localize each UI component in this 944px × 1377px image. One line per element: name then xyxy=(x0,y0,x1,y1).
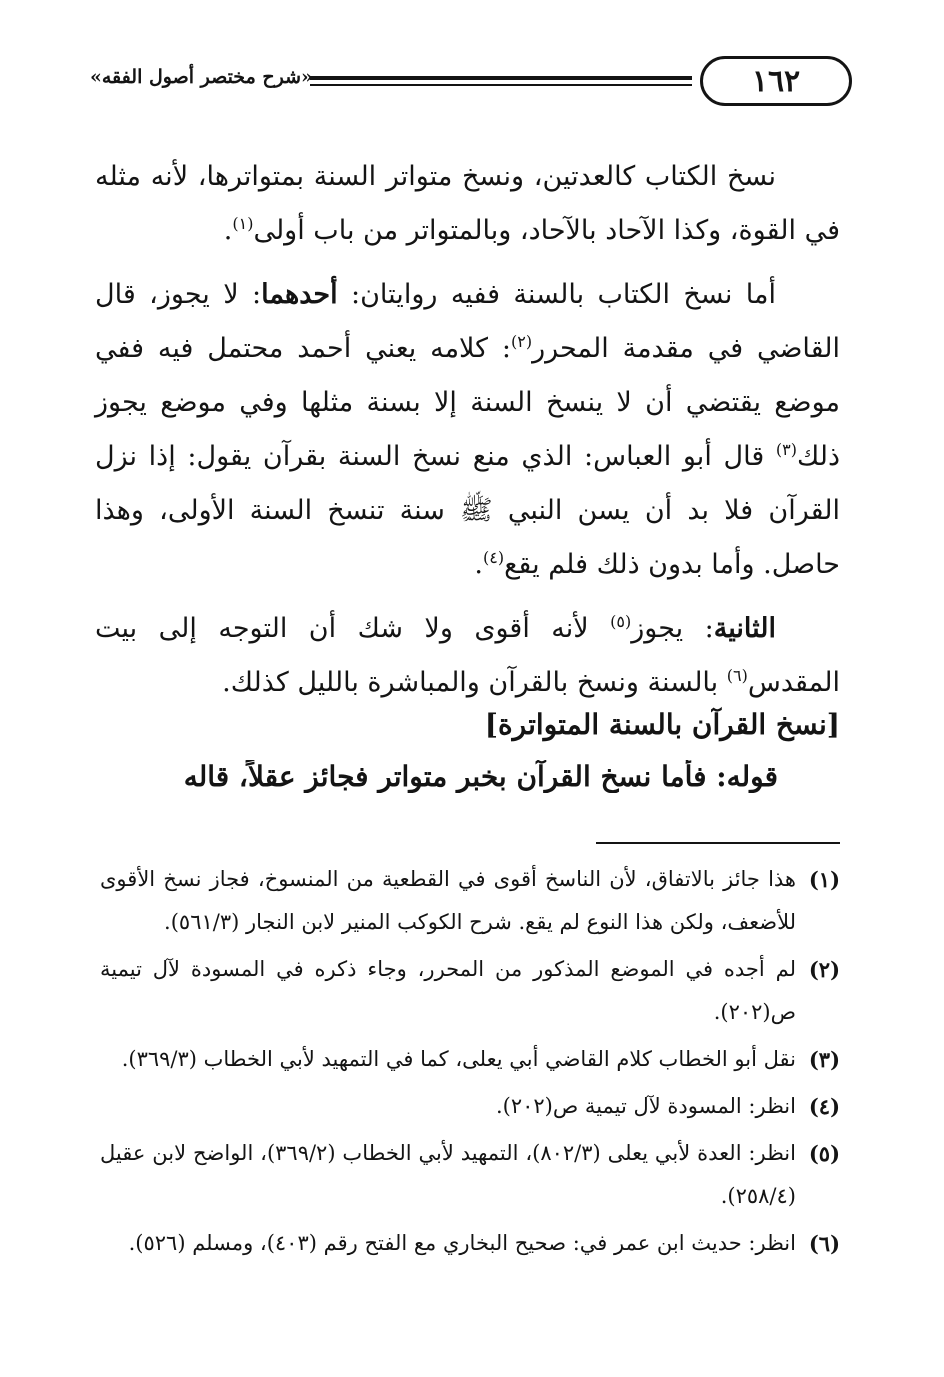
paragraph xyxy=(95,150,840,258)
footnote-item xyxy=(100,858,840,944)
footnote-ref: (٤) xyxy=(482,548,505,567)
header-rule-thin xyxy=(310,84,692,86)
footnote-separator xyxy=(596,842,840,844)
footnote-ref: (٢) xyxy=(510,332,533,351)
footnote-number: (٢) xyxy=(808,957,840,982)
section-heading: [نسخ القرآن بالسنة المتواترة] xyxy=(484,708,840,741)
footnote-number: (٦) xyxy=(808,1231,840,1256)
footnote-item xyxy=(100,1222,840,1265)
text-run: : يجوز xyxy=(631,613,714,644)
footnote-text: هذا جائز بالاتفاق، لأن الناسخ أقوى في القطعية من المنسوخ، فجاز نسخ الأقوى للأضعف، ولكن هذا النوع لم يقع. شرح الكوكب المنير لابن النجار (٥٦١/٣). xyxy=(100,867,796,934)
footnote-text: انظر: العدة لأبي يعلى (٨٠٢/٣)، التمهيد لأبي الخطاب (٣٦٩/٢)، الواضح لابن عقيل (٢٥٨/٤). xyxy=(100,1141,796,1208)
footnote-number: (٤) xyxy=(808,1094,840,1119)
text-run: . xyxy=(223,215,233,246)
page-number: ١٦٢ xyxy=(700,56,852,106)
footnote-ref: (٦) xyxy=(726,666,748,685)
footnote-text: انظر: المسودة لآل تيمية ص(٢٠٢). xyxy=(495,1094,796,1118)
text-run: نسخ الكتاب كالعدتين، ونسخ متواتر السنة بمتواترها، لأنه مثله في القوة، وكذا الآحاد بالآحاد، وبالمتواتر من باب أولى xyxy=(95,161,840,246)
footnote-item xyxy=(100,1132,840,1218)
text-run: أما نسخ الكتاب بالسنة ففيه روايتان: xyxy=(337,279,776,310)
main-text xyxy=(95,150,840,720)
footnote-item xyxy=(100,1038,840,1081)
footnote-ref: (٥) xyxy=(610,612,632,631)
footnote-item xyxy=(100,948,840,1034)
book-title: «شرح مختصر أصول الفقه» xyxy=(90,66,313,88)
text-run: : لا يجوز، قال القاضي في مقدمة المحرر xyxy=(95,279,840,364)
text-run: قال أبو العباس: الذي منع نسخ السنة بقرآن يقول: إذا نزل القرآن فلا بد أن يسن النبي ﷺ سنة تنسخ السنة الأولى، وهذا حاصل. وأما بدون ذلك فلم يقع xyxy=(95,441,840,580)
text-run: : كلامه يعني أحمد محتمل فيه ففي موضع يقتضي أن لا ينسخ السنة إلا بسنة مثلها وفي موضع يجوز ذلك xyxy=(95,333,840,472)
paragraph xyxy=(95,602,840,710)
text-run: . xyxy=(474,549,483,580)
bold-term: الثانية xyxy=(713,613,776,644)
footnote-ref: (٣) xyxy=(775,440,797,459)
text-run: بالسنة ونسخ بالقرآن والمباشرة بالليل كذلك. xyxy=(222,667,727,698)
page-header xyxy=(90,54,852,110)
footnote-number: (١) xyxy=(808,867,840,892)
bold-term: أحدهما xyxy=(261,279,338,310)
quoted-text-line: قوله: فأما نسخ القرآن بخبر متواتر فجائز عقلاً، قاله xyxy=(183,760,778,793)
footnotes xyxy=(100,858,840,1269)
footnote-item xyxy=(100,1085,840,1128)
footnote-text: لم أجده في الموضع المذكور من المحرر، وجاء ذكره في المسودة لآل تيمية ص(٢٠٢). xyxy=(100,957,796,1024)
footnote-text: انظر: حديث ابن عمر في: صحيح البخاري مع الفتح رقم (٤٠٣)، ومسلم (٥٢٦). xyxy=(128,1231,796,1255)
header-rule-thick xyxy=(310,76,692,80)
paragraph xyxy=(95,268,840,592)
footnote-number: (٥) xyxy=(808,1141,840,1166)
footnote-text: نقل أبو الخطاب كلام القاضي أبي يعلى، كما في التمهيد لأبي الخطاب (٣٦٩/٣). xyxy=(121,1047,796,1071)
footnote-ref: (١) xyxy=(232,214,254,233)
text-run: لأنه أقوى ولا شك أن التوجه إلى بيت المقدس xyxy=(95,613,840,698)
footnote-number: (٣) xyxy=(808,1047,840,1072)
